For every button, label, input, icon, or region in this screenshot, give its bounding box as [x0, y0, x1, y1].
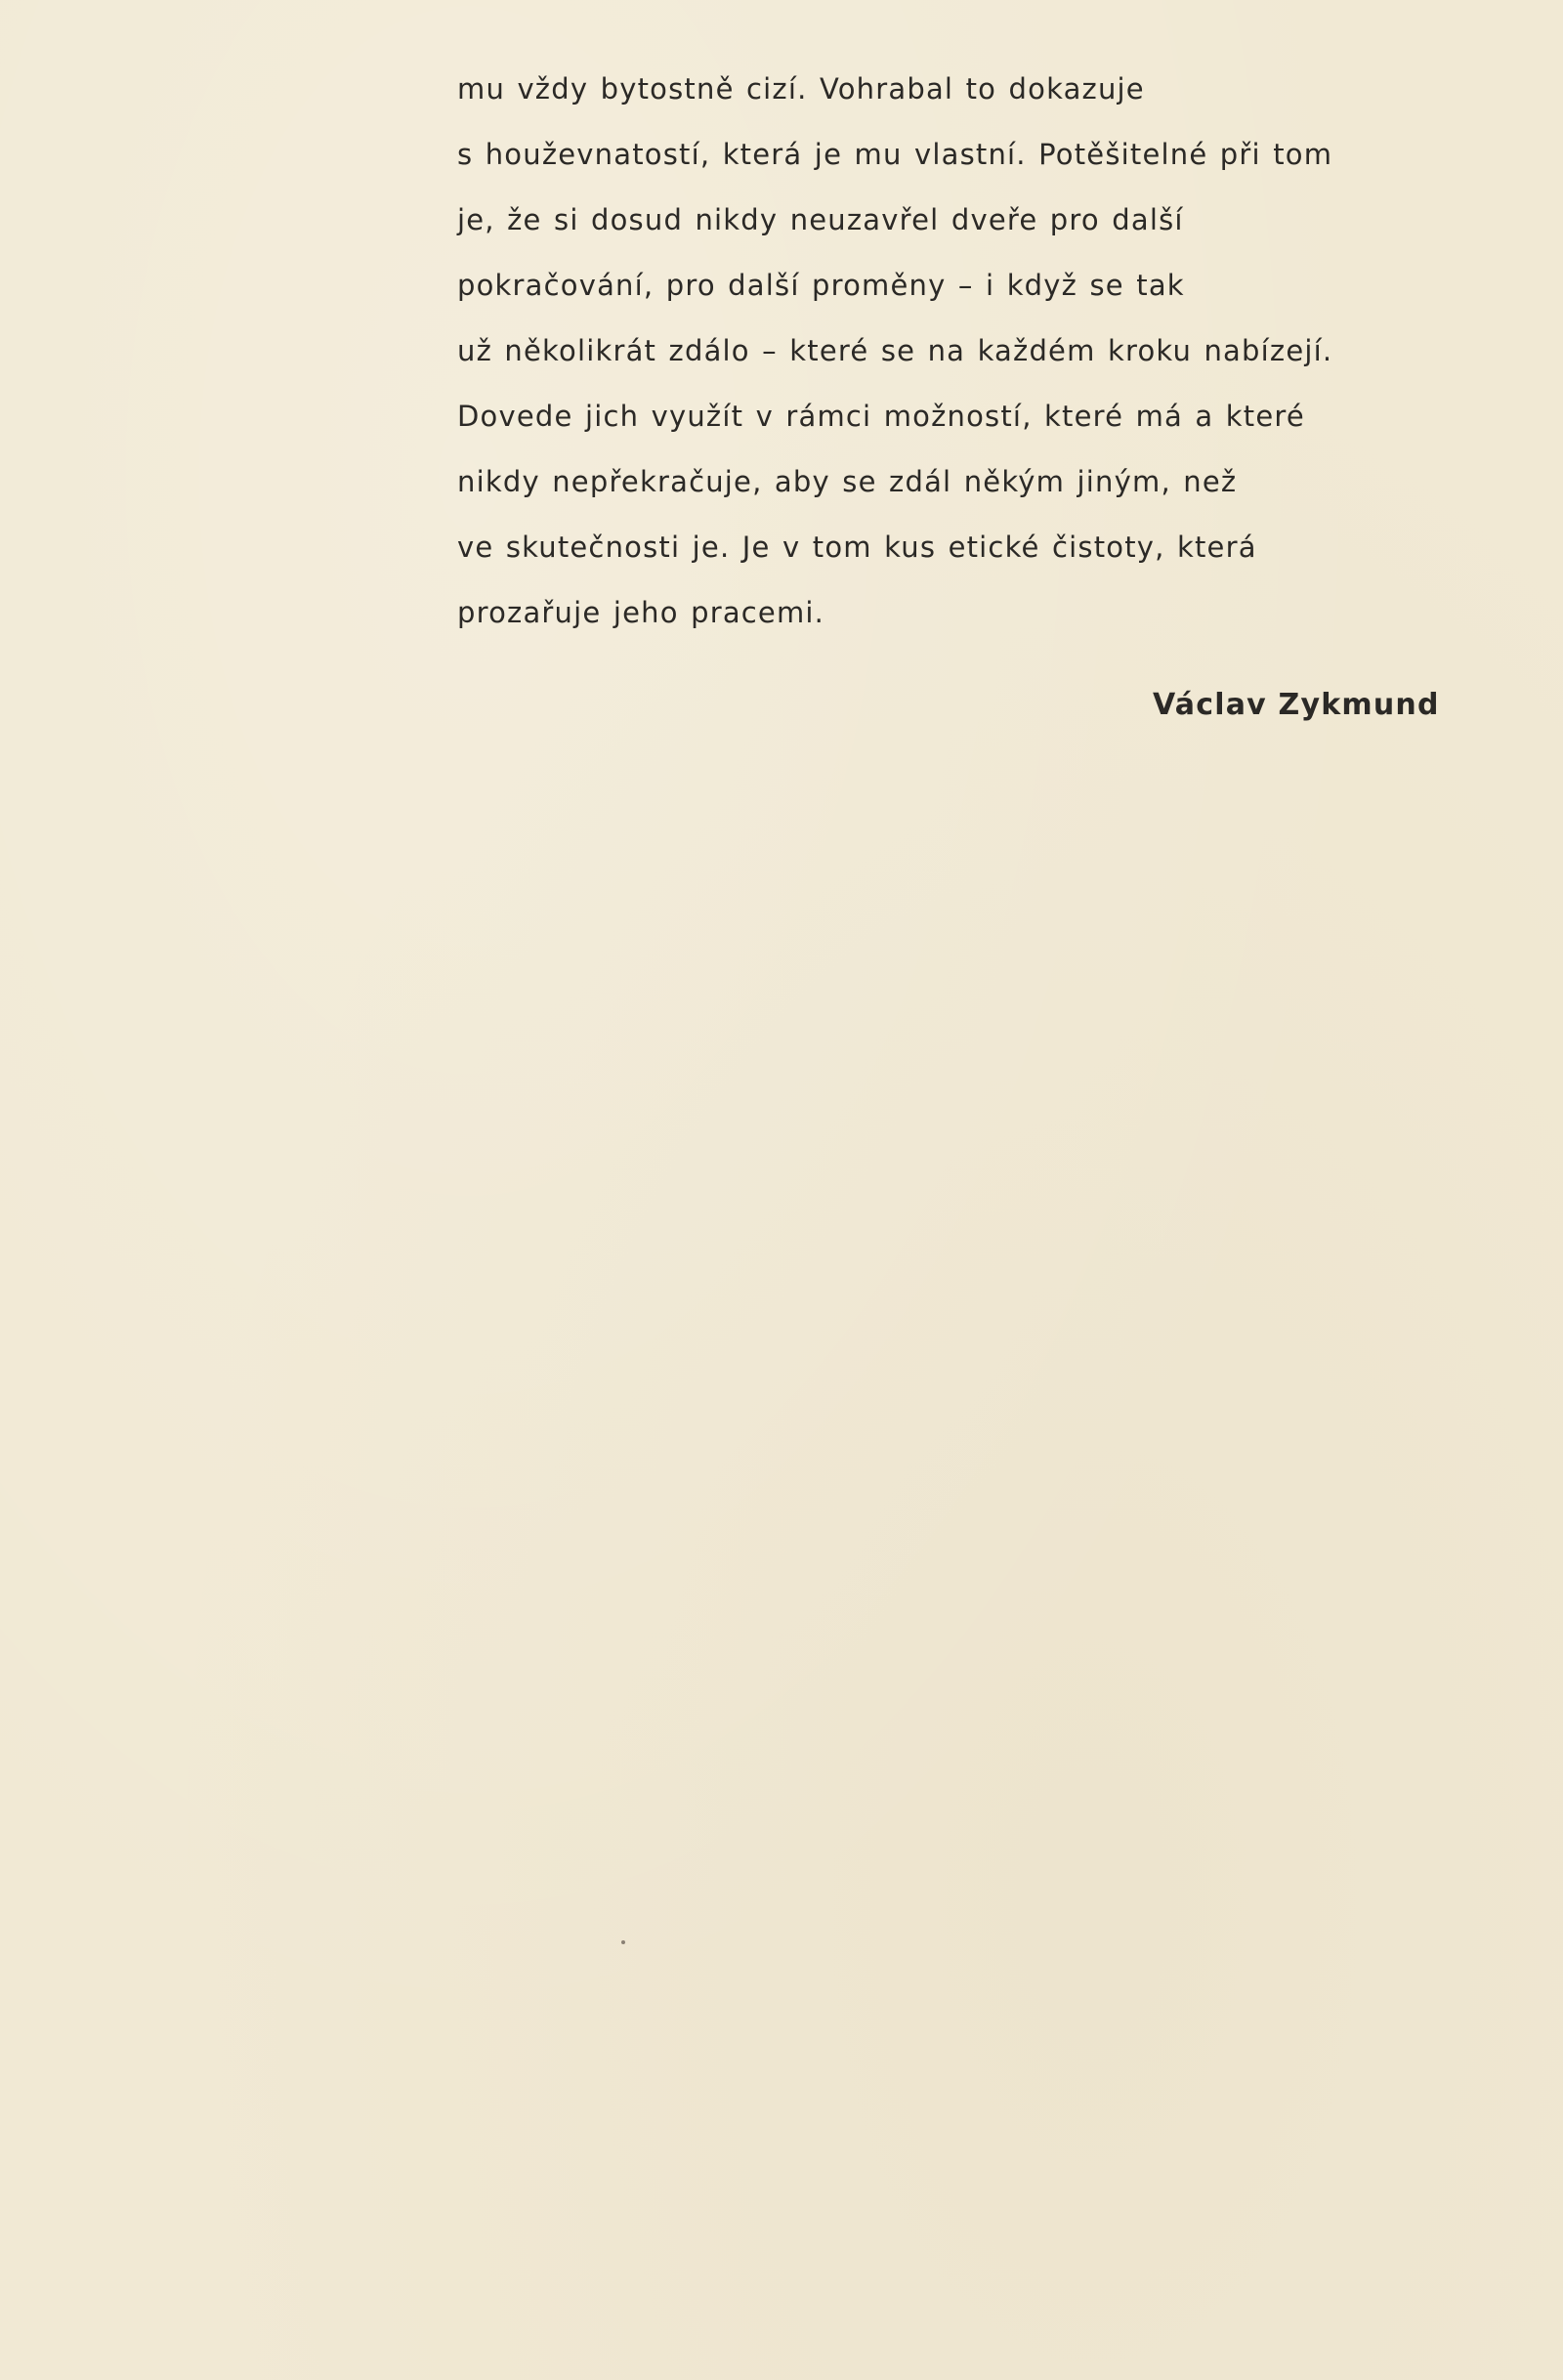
text-line: Dovede jich využít v rámci možností, které má a které: [457, 400, 1305, 433]
text-line: prozařuje jeho pracemi.: [457, 596, 825, 629]
paper-speck: [621, 1940, 625, 1944]
text-line: je, že si dosud nikdy neuzavřel dveře pro další: [457, 203, 1184, 236]
text-line: nikdy nepřekračuje, aby se zdál někým jiným, než: [457, 465, 1238, 498]
text-line: s houževnatostí, která je mu vlastní. Potěšitelné při tom: [457, 138, 1333, 171]
body-text: [457, 63, 1434, 652]
text-line: ve skutečnosti je. Je v tom kus etické čistoty, která: [457, 531, 1257, 564]
text-line: mu vždy bytostně cizí. Vohrabal to dokazuje: [457, 72, 1145, 106]
text-line: už několikrát zdálo – které se na každém kroku nabízejí.: [457, 334, 1333, 367]
text-line: pokračování, pro další proměny – i když se tak: [457, 269, 1185, 302]
author-signature: Václav Zykmund: [1153, 688, 1440, 722]
